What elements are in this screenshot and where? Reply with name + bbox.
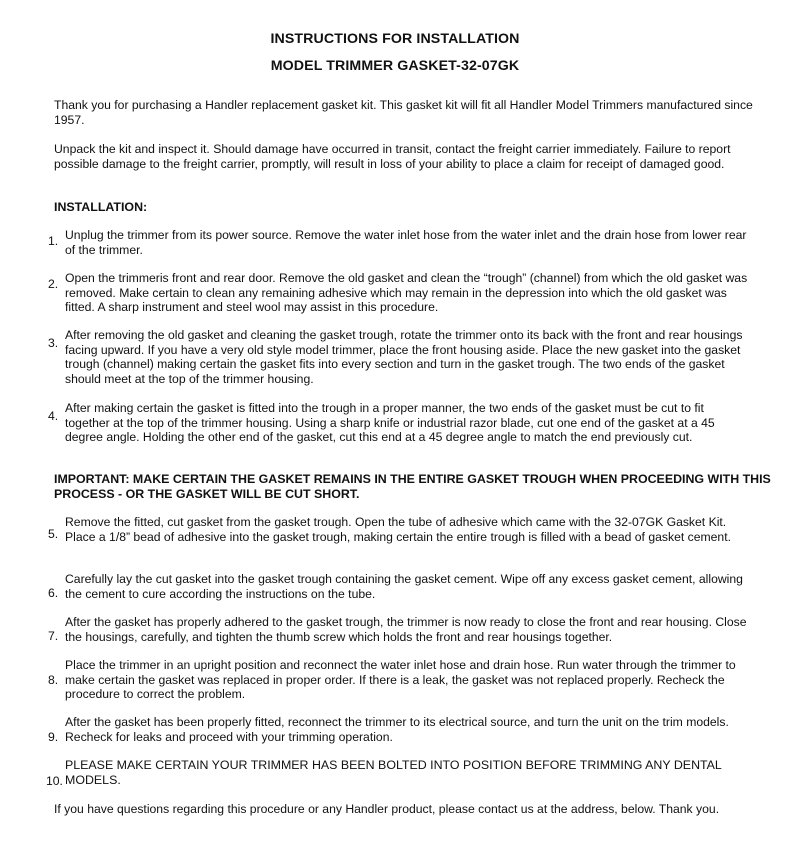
step-text: After removing the old gasket and cleaning the gasket trough, rotate the trimmer onto its back with the front and rear housings facing upward. If you have a very old style model trimmer, place the front housing aside. Place the new gasket into the gasket trough (channel) making certain the gasket fits into every section and turn in the gasket trough. The two ends of the gasket should meet at the top of the trimmer housing.	[65, 328, 743, 386]
intro-paragraph-inspect-kit: Unpack the kit and inspect it. Should damage have occurred in transit, contact the freight carrier immediately. Failure to report possible damage to the freight carrier, promptly, will result in loss of your ability to place a claim for receipt of damaged good.	[54, 142, 731, 171]
document-subtitle: MODEL TRIMMER GASKET-32-07GK	[270, 58, 520, 74]
document-title: INSTRUCTIONS FOR INSTALLATION	[270, 31, 520, 47]
step-number: 10.	[46, 774, 63, 788]
step-text: Open the trimmeris front and rear door. Remove the old gasket and clean the “trough” (channel) from which the old gasket was removed. Make certain to clean any remaining adhesive which may remain in the depression into which the old gasket was fitted. A sharp instrument and steel wool may assist in this procedure.	[65, 271, 748, 315]
step-number: 1.	[48, 234, 59, 248]
step-text: After the gasket has properly adhered to the gasket trough, the trimmer is now ready to close the front and rear housing. Close the housings, carefully, and tighten the thumb screw which holds the front and rear housings together.	[65, 615, 747, 644]
step-number: 5.	[48, 527, 59, 541]
step-number: 2.	[48, 277, 59, 291]
step-text: After making certain the gasket is fitted into the trough in a proper manner, the two ends of the gasket must be cut to fit together at the top of the trimmer housing. Using a sharp knife or industrial razor blade, cut one end of the gasket at a 45 degree angle. Holding the other end of the gasket, cut this end at a 45 degree angle to match the end previously cut.	[65, 401, 715, 445]
step-text: PLEASE MAKE CERTAIN YOUR TRIMMER HAS BEEN BOLTED INTO POSITION BEFORE TRIMMING ANY DENTAL MODELS.	[65, 758, 722, 787]
installation-heading: INSTALLATION:	[54, 200, 148, 214]
step-text: Remove the fitted, cut gasket from the gasket trough. Open the tube of adhesive which came with the 32-07GK Gasket Kit. Place a 1/8” bead of adhesive into the gasket trough, making certain the entire trough is filled with a bead of gasket cement.	[65, 515, 731, 544]
step-text: Unplug the trimmer from its power source. Remove the water inlet hose from the water inlet and the drain hose from lower rear of the trimmer.	[65, 228, 747, 257]
step-number: 9.	[48, 730, 59, 744]
closing-paragraph: If you have questions regarding this procedure or any Handler product, please contact us at the address, below. Thank you.	[54, 802, 720, 816]
intro-paragraph-thank-you: Thank you for purchasing a Handler replacement gasket kit. This gasket kit will fit all Handler Model Trimmers manufactured since 1957.	[54, 98, 753, 127]
step-text: Carefully lay the cut gasket into the gasket trough containing the gasket cement. Wipe off any excess gasket cement, allowing the cement to cure according the instructions on the tube.	[65, 572, 743, 601]
step-number: 3.	[48, 336, 59, 350]
step-number: 8.	[48, 673, 59, 687]
step-number: 7.	[48, 629, 59, 643]
step-number: 4.	[48, 409, 59, 423]
step-number: 6.	[48, 586, 59, 600]
important-notice: IMPORTANT: MAKE CERTAIN THE GASKET REMAINS IN THE ENTIRE GASKET TROUGH WHEN PROCEEDING WITH THIS PROCESS - OR THE GASKET WILL BE CUT SHORT.	[54, 472, 771, 501]
step-text: After the gasket has been properly fitted, reconnect the trimmer to its electrical source, and turn the unit on the trim models. Recheck for leaks and proceed with your trimming operation.	[65, 715, 729, 744]
step-text: Place the trimmer in an upright position and reconnect the water inlet hose and drain hose. Run water through the trimmer to make certain the gasket was replaced in proper order. If there is a leak, the gasket was not replaced properly. Recheck the procedure to correct the problem.	[65, 658, 736, 702]
